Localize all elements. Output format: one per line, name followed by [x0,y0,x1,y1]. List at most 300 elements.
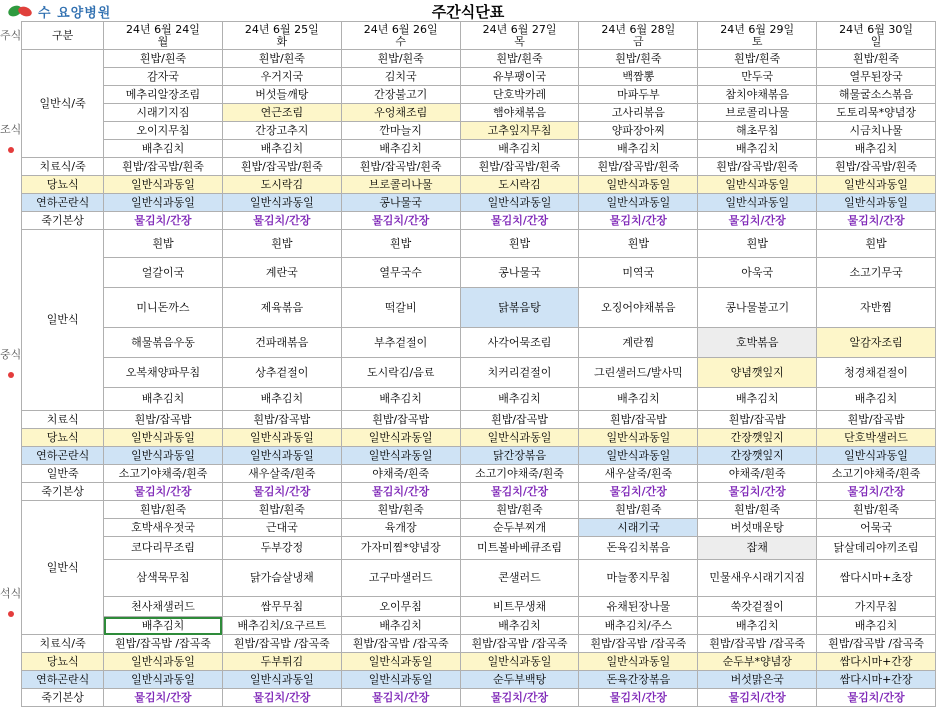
menu-row [0,194,936,212]
menu-cell[interactable]: 마늘쫑지무침 [579,560,698,597]
menu-cell[interactable]: 콩나물국 [460,258,579,288]
menu-cell[interactable]: 흰밥/흰죽 [222,50,341,68]
menu-cell[interactable]: 배추김치 [104,388,223,411]
menu-cell[interactable]: 호박새우젓국 [104,519,223,537]
menu-cell[interactable]: 양파장아찌 [579,122,698,140]
menu-cell[interactable]: 상추겉절이 [222,358,341,388]
menu-cell[interactable]: 일반식과동일 [341,447,460,465]
day-header[interactable] [104,22,223,50]
day-of-week: 화 [276,34,288,48]
menu-cell[interactable]: 순두부백탕 [460,671,579,689]
menu-cell[interactable]: 유채된장나물 [579,597,698,617]
menu-cell[interactable]: 흰밥/잡곡밥 [698,411,817,429]
menu-cell[interactable]: 미니돈까스 [104,288,223,328]
sheet-header [0,0,936,21]
menu-cell[interactable]: 배추김치 [698,388,817,411]
menu-cell[interactable]: 일반식과동일 [817,194,936,212]
page-title[interactable]: 주간식단표 [431,3,505,21]
menu-cell[interactable]: 얼갈이국 [104,258,223,288]
menu-cell[interactable]: 일반식과동일 [460,194,579,212]
menu-cell[interactable]: 일반식과동일 [579,653,698,671]
meal-label: 중식 [0,348,22,361]
menu-cell[interactable]: 닭가슴살냉채 [222,560,341,597]
menu-cell[interactable]: 배추김치 [817,617,936,635]
hospital-logo [6,2,111,20]
menu-cell[interactable]: 일반식과동일 [104,429,223,447]
logo-text: 수 요양병원 [38,5,112,21]
menu-cell[interactable]: 해초무침 [698,122,817,140]
menu-cell[interactable]: 닭간장볶음 [460,447,579,465]
menu-cell[interactable]: 물김치/간장 [222,483,341,501]
menu-cell[interactable]: 배추김치 [104,140,223,158]
menu-row [0,176,936,194]
day-date: 24년 6월 29일 [720,22,795,36]
menu-cell[interactable]: 배추김치 [579,140,698,158]
menu-cell[interactable]: 가지무침 [817,597,936,617]
menu-cell[interactable]: 배추김치 [460,388,579,411]
menu-row [0,230,936,258]
menu-cell[interactable]: 닭살데리야끼조림 [817,537,936,560]
menu-cell[interactable]: 일반식과동일 [104,176,223,194]
menu-cell[interactable]: 잡채 [698,537,817,560]
menu-cell[interactable]: 간장고추지 [222,122,341,140]
menu-row [0,560,936,597]
menu-row [0,447,936,465]
menu-cell[interactable]: 흰밥/흰죽 [460,501,579,519]
day-of-week: 월 [157,34,169,48]
day-of-week: 토 [751,34,763,48]
menu-cell[interactable]: 일반식과동일 [579,194,698,212]
menu-cell[interactable]: 만두국 [698,68,817,86]
menu-cell[interactable]: 물김치/간장 [222,689,341,707]
menu-cell[interactable]: 일반식과동일 [579,429,698,447]
menu-cell[interactable]: 쑥갓겉절이 [698,597,817,617]
menu-cell[interactable]: 흰밥/흰죽 [222,501,341,519]
menu-cell[interactable]: 흰밥/잡곡밥 [341,411,460,429]
menu-cell[interactable]: 물김치/간장 [579,483,698,501]
menu-cell[interactable]: 콩나물불고기 [698,288,817,328]
menu-cell[interactable]: 메추리알장조림 [104,86,223,104]
menu-cell[interactable]: 흰밥/흰죽 [104,50,223,68]
menu-cell[interactable]: 비트무생채 [460,597,579,617]
menu-cell[interactable]: 해물볶음우동 [104,328,223,358]
menu-cell[interactable]: 흰밥/잡곡밥 [817,411,936,429]
diet-category[interactable]: 당뇨식 [22,429,104,447]
menu-cell[interactable]: 흰밥 [698,230,817,258]
menu-cell[interactable]: 치커리겉절이 [460,358,579,388]
menu-cell[interactable]: 일반식과동일 [222,671,341,689]
menu-cell[interactable]: 흰밥 [460,230,579,258]
tulip-icon [8,147,14,153]
menu-cell[interactable]: 해물굴소스볶음 [817,86,936,104]
menu-cell[interactable]: 흰밥/잡곡밥/흰죽 [104,158,223,176]
menu-cell[interactable]: 흰밥 [579,230,698,258]
menu-cell[interactable]: 단호박샐러드 [817,429,936,447]
menu-cell[interactable]: 민물새우시래기지짐 [698,560,817,597]
day-date: 24년 6월 27일 [482,22,557,36]
menu-cell[interactable]: 흰밥/흰죽 [579,501,698,519]
diet-category[interactable]: 죽기본상 [22,689,104,707]
menu-cell[interactable]: 흰밥/잡곡밥/흰죽 [341,158,460,176]
menu-cell[interactable]: 고구마샐러드 [341,560,460,597]
column-header-label[interactable]: 구분 [22,22,104,50]
menu-cell[interactable]: 코다리무조림 [104,537,223,560]
menu-cell[interactable]: 쌈무무침 [222,597,341,617]
menu-cell[interactable]: 간장깻잎지 [698,429,817,447]
diet-category[interactable]: 일반식 [22,501,104,635]
menu-cell[interactable]: 오징어야채볶음 [579,288,698,328]
menu-cell[interactable]: 흰밥/잡곡밥 [579,411,698,429]
menu-row [0,104,936,122]
menu-cell[interactable]: 흰밥/흰죽 [698,50,817,68]
menu-cell[interactable]: 순두부찌개 [460,519,579,537]
menu-cell[interactable]: 물김치/간장 [341,483,460,501]
meal-label: 석식 [0,586,22,600]
menu-row [0,288,936,328]
day-of-week: 목 [514,34,525,48]
menu-cell[interactable]: 일반식과동일 [222,194,341,212]
menu-cell[interactable]: 고추잎지무침 [460,122,579,140]
menu-cell[interactable]: 배추김치 [460,140,579,158]
menu-cell[interactable]: 쌈다시마+초장 [817,560,936,597]
menu-cell[interactable]: 흰밥/흰죽 [698,501,817,519]
menu-cell[interactable]: 일반식과동일 [698,176,817,194]
menu-cell[interactable]: 아욱국 [698,258,817,288]
menu-cell[interactable]: 물김치/간장 [579,212,698,230]
menu-cell[interactable]: 배추김치 [460,617,579,635]
menu-cell[interactable]: 흰밥 [341,230,460,258]
menu-cell[interactable]: 일반식과동일 [222,447,341,465]
menu-cell[interactable]: 버섯매운탕 [698,519,817,537]
menu-cell[interactable]: 콩나물국 [341,194,460,212]
day-header[interactable] [817,22,936,50]
header-row [0,22,936,50]
menu-row [0,158,936,176]
diet-category[interactable]: 당뇨식 [22,176,104,194]
menu-cell[interactable]: 새우살죽/흰죽 [579,465,698,483]
diet-category[interactable]: 치료식/죽 [22,635,104,653]
menu-row [0,388,936,411]
menu-row [0,483,936,501]
menu-cell[interactable]: 시금치나물 [817,122,936,140]
menu-cell[interactable]: 일반식과동일 [341,671,460,689]
menu-row [0,140,936,158]
menu-cell[interactable]: 일반식과동일 [104,194,223,212]
menu-cell[interactable]: 그린샐러드/발사믹 [579,358,698,388]
menu-cell[interactable]: 삼색묵무침 [104,560,223,597]
menu-cell[interactable]: 오이무침 [341,597,460,617]
menu-cell[interactable]: 새우살죽/흰죽 [222,465,341,483]
menu-cell[interactable]: 배추김치 [698,617,817,635]
menu-cell[interactable]: 배추김치 [341,617,460,635]
menu-row [0,122,936,140]
menu-cell[interactable]: 부추겉절이 [341,328,460,358]
menu-row [0,429,936,447]
menu-row [0,50,936,68]
menu-cell[interactable]: 물김치/간장 [698,689,817,707]
menu-cell[interactable]: 소고기야채죽/흰죽 [104,465,223,483]
menu-cell[interactable]: 간장깻잎지 [698,447,817,465]
menu-cell[interactable]: 미트볼바베큐조림 [460,537,579,560]
menu-cell[interactable]: 양념깻잎지 [698,358,817,388]
weekly-menu-table [0,21,936,707]
menu-cell[interactable]: 마파두부 [579,86,698,104]
menu-cell[interactable]: 야채죽/흰죽 [698,465,817,483]
menu-cell[interactable]: 깐마늘지 [341,122,460,140]
menu-cell[interactable]: 일반식과동일 [104,653,223,671]
menu-cell[interactable]: 흰밥/잡곡밥 [104,411,223,429]
menu-row [0,671,936,689]
menu-cell[interactable]: 물김치/간장 [104,212,223,230]
menu-cell[interactable]: 배추김치 [698,140,817,158]
menu-cell[interactable]: 물김치/간장 [341,689,460,707]
menu-cell[interactable]: 오이지무침 [104,122,223,140]
menu-cell[interactable]: 백짬뽕 [579,68,698,86]
menu-cell[interactable]: 흰밥/잡곡밥 /잡곡죽 [341,635,460,653]
menu-cell[interactable]: 두부튀김 [222,653,341,671]
menu-row [0,689,936,707]
menu-cell[interactable]: 도시락김 [460,176,579,194]
menu-cell[interactable]: 일반식과동일 [222,429,341,447]
menu-cell[interactable]: 물김치/간장 [579,689,698,707]
day-header[interactable] [222,22,341,50]
menu-cell[interactable]: 육개장 [341,519,460,537]
day-date: 24년 6월 24일 [126,22,200,36]
menu-cell[interactable]: 두부강정 [222,537,341,560]
diet-category[interactable]: 일반죽 [22,465,104,483]
day-header[interactable] [341,22,460,50]
menu-cell[interactable]: 일반식과동일 [104,447,223,465]
menu-row [0,358,936,388]
menu-row [0,258,936,288]
menu-cell[interactable]: 흰밥/흰죽 [460,50,579,68]
menu-row [0,597,936,617]
menu-cell[interactable]: 배추김치 [817,140,936,158]
menu-cell[interactable]: 흰밥/잡곡밥 [222,411,341,429]
menu-cell[interactable]: 도토리묵*양념장 [817,104,936,122]
day-of-week: 일 [870,34,882,48]
menu-row [0,86,936,104]
menu-cell[interactable]: 일반식과동일 [817,176,936,194]
menu-cell[interactable]: 물김치/간장 [460,689,579,707]
menu-cell[interactable]: 김치국 [341,68,460,86]
menu-cell[interactable]: 물김치/간장 [460,483,579,501]
menu-cell[interactable]: 일반식과동일 [698,194,817,212]
diet-category[interactable]: 연하곤란식 [22,447,104,465]
menu-cell[interactable]: 소고기야채죽/흰죽 [460,465,579,483]
menu-cell[interactable]: 천사채샐러드 [104,597,223,617]
menu-cell[interactable]: 알감자조림 [817,328,936,358]
menu-cell[interactable]: 브로콜리나물 [698,104,817,122]
menu-cell[interactable]: 흰밥 [222,230,341,258]
menu-cell[interactable]: 흰밥/흰죽 [817,50,936,68]
menu-cell[interactable]: 흰밥/흰죽 [341,501,460,519]
menu-cell[interactable]: 참치야채볶음 [698,86,817,104]
menu-cell[interactable]: 오복채양파무침 [104,358,223,388]
menu-cell[interactable]: 버섯들깨탕 [222,86,341,104]
menu-cell[interactable]: 흰밥/흰죽 [579,50,698,68]
day-date: 24년 6월 26일 [363,22,438,36]
menu-row [0,635,936,653]
menu-cell[interactable]: 물김치/간장 [222,212,341,230]
menu-cell[interactable]: 순두부*양념장 [698,653,817,671]
menu-cell[interactable]: 배추김치 [222,388,341,411]
menu-cell[interactable]: 흰밥/잡곡밥/흰죽 [698,158,817,176]
menu-row [0,68,936,86]
menu-cell[interactable]: 일반식과동일 [341,429,460,447]
diet-category[interactable]: 죽기본상 [22,212,104,230]
menu-cell[interactable]: 일반식과동일 [460,429,579,447]
menu-cell[interactable]: 물김치/간장 [104,483,223,501]
menu-cell[interactable]: 배추김치/요구르트 [222,617,341,635]
leaf-logo-icon [6,3,36,19]
menu-cell[interactable]: 연근조림 [222,104,341,122]
menu-cell[interactable]: 닭볶음탕 [460,288,579,328]
menu-cell[interactable]: 감자국 [104,68,223,86]
menu-cell[interactable]: 계란찜 [579,328,698,358]
menu-cell[interactable]: 흰밥/잡곡밥/흰죽 [222,158,341,176]
meal-side-label [0,50,22,230]
menu-cell[interactable]: 우거지국 [222,68,341,86]
menu-cell[interactable]: 계란국 [222,258,341,288]
menu-cell[interactable]: 청경채겉절이 [817,358,936,388]
menu-cell[interactable]: 사각어묵조림 [460,328,579,358]
day-date: 24년 6월 30일 [839,22,913,36]
diet-category[interactable]: 치료식/죽 [22,158,104,176]
menu-cell[interactable]: 물김치/간장 [341,212,460,230]
menu-cell[interactable]: 소고기무국 [817,258,936,288]
tulip-icon [8,611,14,617]
menu-cell[interactable]: 버섯맑은국 [698,671,817,689]
menu-cell[interactable]: 흰밥/잡곡밥/흰죽 [817,158,936,176]
menu-row [0,501,936,519]
menu-cell[interactable]: 햄야채볶음 [460,104,579,122]
diet-category[interactable]: 일반식 [22,230,104,411]
menu-cell[interactable]: 물김치/간장 [104,689,223,707]
menu-cell[interactable]: 야채죽/흰죽 [341,465,460,483]
menu-cell[interactable]: 간장불고기 [341,86,460,104]
menu-cell[interactable]: 고사리볶음 [579,104,698,122]
menu-cell[interactable]: 물김치/간장 [817,212,936,230]
diet-category[interactable]: 치료식 [22,411,104,429]
diet-category[interactable]: 연하곤란식 [22,194,104,212]
menu-row [0,465,936,483]
menu-cell[interactable]: 단호박카레 [460,86,579,104]
menu-cell[interactable]: 흰밥/흰죽 [817,501,936,519]
tulip-icon [8,372,14,378]
side-label-main: 주식 [0,22,22,50]
menu-cell[interactable]: 흰밥/잡곡밥 /잡곡죽 [460,635,579,653]
menu-cell[interactable]: 흰밥/흰죽 [104,501,223,519]
menu-cell[interactable]: 배추김치 [817,388,936,411]
menu-cell[interactable]: 일반식과동일 [104,671,223,689]
menu-cell[interactable]: 미역국 [579,258,698,288]
menu-cell[interactable]: 배추김치 [579,388,698,411]
menu-cell[interactable]: 떡갈비 [341,288,460,328]
menu-cell[interactable]: 일반식과동일 [817,447,936,465]
menu-cell[interactable]: 배추김치/주스 [579,617,698,635]
menu-cell[interactable]: 도시락김 [222,176,341,194]
menu-cell[interactable]: 흰밥/잡곡밥 [460,411,579,429]
menu-cell[interactable]: 브로콜리나물 [341,176,460,194]
diet-category[interactable]: 일반식/죽 [22,50,104,158]
menu-cell[interactable]: 배추김치 [222,140,341,158]
menu-cell[interactable]: 돈육간장볶음 [579,671,698,689]
menu-cell[interactable]: 물김치/간장 [460,212,579,230]
menu-cell[interactable]: 일반식과동일 [460,653,579,671]
menu-cell[interactable]: 열무된장국 [817,68,936,86]
menu-cell[interactable]: 흰밥/잡곡밥 /잡곡죽 [104,635,223,653]
menu-cell[interactable]: 흰밥/잡곡밥/흰죽 [579,158,698,176]
day-of-week: 금 [633,34,644,48]
menu-cell[interactable]: 돈육김치볶음 [579,537,698,560]
menu-cell[interactable]: 자반찜 [817,288,936,328]
menu-row [0,411,936,429]
menu-cell[interactable]: 가자미찜*양념장 [341,537,460,560]
menu-cell[interactable]: 소고기야채죽/흰죽 [817,465,936,483]
menu-row [0,519,936,537]
day-of-week: 수 [395,34,406,48]
menu-cell[interactable]: 흰밥 [817,230,936,258]
menu-cell[interactable]: 도시락김/음료 [341,358,460,388]
menu-cell[interactable]: 우엉채조림 [341,104,460,122]
menu-cell[interactable]: 물김치/간장 [698,212,817,230]
menu-cell[interactable]: 콘샐러드 [460,560,579,597]
menu-row [0,617,936,635]
menu-cell[interactable]: 어묵국 [817,519,936,537]
menu-cell[interactable]: 열무국수 [341,258,460,288]
menu-cell[interactable]: 시래기지짐 [104,104,223,122]
menu-cell[interactable]: 물김치/간장 [817,689,936,707]
menu-cell[interactable]: 흰밥/잡곡밥/흰죽 [460,158,579,176]
menu-cell[interactable]: 흰밥/잡곡밥 /잡곡죽 [579,635,698,653]
menu-cell[interactable]: 일반식과동일 [341,653,460,671]
day-header[interactable] [698,22,817,50]
menu-cell[interactable]: 호박볶음 [698,328,817,358]
menu-cell[interactable]: 유부팽이국 [460,68,579,86]
diet-category[interactable]: 연하곤란식 [22,671,104,689]
meal-label: 조식 [0,122,22,136]
diet-category[interactable]: 당뇨식 [22,653,104,671]
menu-cell[interactable]: 건파래볶음 [222,328,341,358]
menu-cell[interactable]: 물김치/간장 [817,483,936,501]
menu-cell[interactable]: 배추김치 [341,388,460,411]
menu-cell[interactable]: 물김치/간장 [698,483,817,501]
menu-row [0,328,936,358]
menu-cell[interactable]: 흰밥/잡곡밥 /잡곡죽 [817,635,936,653]
menu-row [0,212,936,230]
menu-cell[interactable]: 배추김치 [104,617,223,635]
menu-cell[interactable]: 배추김치 [341,140,460,158]
diet-category[interactable]: 죽기본상 [22,483,104,501]
menu-cell[interactable]: 일반식과동일 [579,176,698,194]
menu-cell[interactable]: 일반식과동일 [579,447,698,465]
menu-row [0,653,936,671]
menu-cell[interactable]: 흰밥/잡곡밥 /잡곡죽 [698,635,817,653]
menu-cell[interactable]: 흰밥 [104,230,223,258]
menu-row [0,537,936,560]
menu-cell[interactable]: 흰밥/잡곡밥 /잡곡죽 [222,635,341,653]
menu-cell[interactable]: 시래기국 [579,519,698,537]
meal-side-label [0,501,22,707]
menu-cell[interactable]: 쌈다시마+간장 [817,671,936,689]
menu-cell[interactable]: 제육볶음 [222,288,341,328]
menu-cell[interactable]: 쌈다시마+간장 [817,653,936,671]
day-header[interactable] [460,22,579,50]
menu-cell[interactable]: 흰밥/흰죽 [341,50,460,68]
menu-cell[interactable]: 근대국 [222,519,341,537]
day-header[interactable] [579,22,698,50]
